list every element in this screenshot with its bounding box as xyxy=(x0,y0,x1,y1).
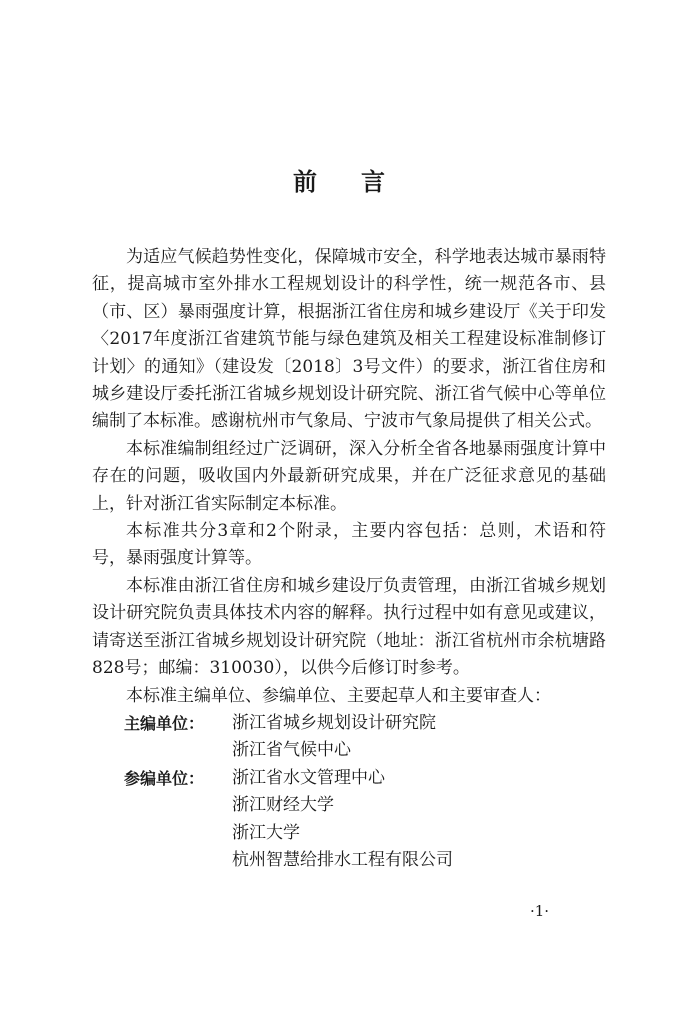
unit-item: 浙江省城乡规划设计研究院 xyxy=(232,712,436,733)
chief-units-list xyxy=(232,710,436,765)
page-number: ·1· xyxy=(530,902,550,920)
paragraph: 本标准主编单位、参编单位、主要起草人和主要审查人： xyxy=(126,685,551,706)
unit-item: 浙江财经大学 xyxy=(232,795,334,816)
chief-units-label: 主编单位： xyxy=(124,713,205,733)
paragraph: 为适应气候趋势性变化，保障城市安全，科学地表达城市暴雨特征，提高城市室外排水工程规划设计的科学性，统一规范各市、县（市、区）暴雨强度计算，根据浙江省住房和城乡建设厅《关于印发〈2017年度浙江省建筑节能与绿色建筑及相关工程建设标准制修订计划〉的通知》（建设发〔2018〕3号文件）的要求，浙江省住房和城乡建设厅委托浙江省城乡规划设计研究院、浙江省气候中心等单位编制了本标准。感谢杭州市气象局、宁波市气象局提供了相关公式。 xyxy=(92,247,606,432)
paragraph: 本标准共分3章和2个附录，主要内容包括：总则，术语和符号，暴雨强度计算等。 xyxy=(92,521,606,569)
unit-item: 杭州智慧给排水工程有限公司 xyxy=(232,849,453,870)
chief-units-row xyxy=(92,710,606,765)
unit-item: 浙江省水文管理中心 xyxy=(232,767,385,788)
paragraph: 本标准由浙江省住房和城乡建设厅负责管理，由浙江省城乡规划设计研究院负责具体技术内容的解释。执行过程中如有意见或建议，请寄送至浙江省城乡规划设计研究院（地址：浙江省杭州市余杭塘路828号；邮编：310030），以供今后修订时参考。 xyxy=(92,575,606,679)
participating-units-list xyxy=(232,765,453,875)
preface-body xyxy=(92,244,606,874)
unit-item: 浙江大学 xyxy=(232,822,300,843)
unit-item: 浙江省气候中心 xyxy=(232,740,351,761)
page-title: 前言 xyxy=(293,168,429,196)
participating-units-label: 参编单位： xyxy=(124,768,205,788)
participating-units-row xyxy=(92,765,606,875)
paragraph: 本标准编制组经过广泛调研，深入分析全省各地暴雨强度计算中存在的问题，吸收国内外最新研究成果，并在广泛征求意见的基础上，针对浙江省实际制定本标准。 xyxy=(92,438,606,514)
